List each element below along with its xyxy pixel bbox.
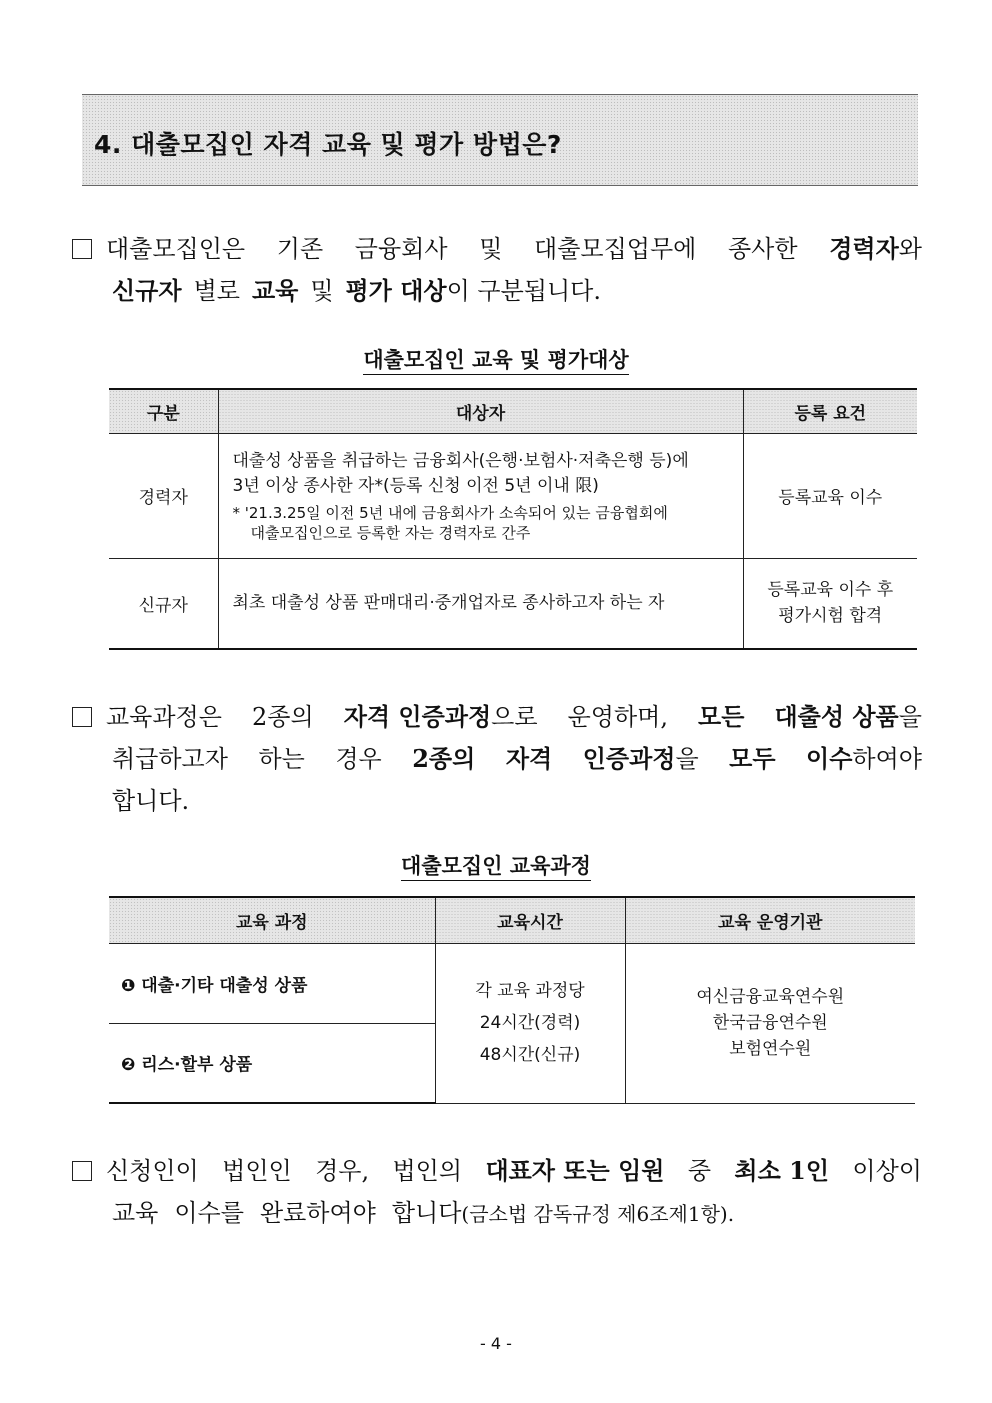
- hours-cell: [435, 943, 625, 1103]
- bold-text: 대표자 또는 임원: [485, 1156, 665, 1185]
- paragraph-2-segment: 대출성 상품을: [774, 702, 922, 731]
- paragraph-2-segment: 운영하며,: [567, 703, 668, 731]
- paragraph-3: [72, 1150, 922, 1234]
- paragraph-2-segment: 하는: [258, 745, 305, 773]
- table-row: [109, 558, 917, 649]
- paragraph-3-segment: 중: [687, 1157, 712, 1185]
- paragraph-2-line-2: [72, 738, 922, 780]
- table-header-row: [109, 897, 915, 943]
- hours-text: 48시간(신규): [479, 1045, 581, 1065]
- bold-text: 최소 1인: [734, 1156, 830, 1185]
- bold-text: 신규자: [112, 276, 182, 305]
- column-header: 구분: [109, 389, 218, 433]
- table-row: [109, 943, 915, 1023]
- paragraph-1-segment: 금융회사: [354, 235, 448, 263]
- paragraph-3-segment: 신청인이: [72, 1150, 199, 1192]
- hours-text: 각 교육 과정당: [475, 981, 585, 1001]
- institution-name: 보험연수원: [729, 1039, 812, 1059]
- target-text: 3년 이상 종사한 자*(등록 신청 이전 5년 이내 限): [232, 475, 599, 496]
- paragraph-1-segment: 경력자와: [829, 234, 922, 263]
- requirement-text: 등록교육 이수 후: [767, 580, 894, 601]
- paragraph-3-segment: 이상이: [852, 1157, 922, 1185]
- paragraph-2-segment: 이수하여야: [806, 744, 922, 773]
- table-row: [109, 433, 917, 558]
- table-2-caption: 대출모집인 교육과정: [0, 850, 992, 880]
- paragraph-3-segment: 교육: [112, 1199, 159, 1227]
- footnote-line: * '21.3.25일 이전 5년 내에 금융회사가 소속되어 있는 금융협회에: [232, 503, 668, 522]
- paragraph-2: [72, 696, 922, 822]
- paragraph-2-segment: 교육과정은: [72, 696, 222, 738]
- paragraph-2-line-1: [72, 696, 922, 738]
- paragraph-1-segment: 대출모집인은: [72, 228, 245, 270]
- target-cell: [218, 433, 743, 558]
- eligibility-table: [109, 388, 917, 650]
- paragraph-3-segment: 법인의: [392, 1157, 463, 1185]
- paragraph-1-segment: 별로: [193, 277, 240, 305]
- paragraph-3-segment: 합니다(금소법 감독규정 제6조제1항).: [391, 1199, 735, 1227]
- section-title: 4. 대출모집인 자격 교육 및 평가 방법은?: [94, 130, 562, 159]
- paragraph-1-line-1: [72, 228, 922, 270]
- paragraph-3-line-2: [72, 1192, 922, 1234]
- paragraph-2-line-3: [72, 780, 922, 822]
- bold-text: 모든: [698, 702, 745, 731]
- institution-cell: [625, 943, 915, 1103]
- bold-text: 모두: [729, 744, 776, 773]
- paragraph-2-segment: 인증과정을: [582, 744, 699, 773]
- bold-text: 2종의: [412, 744, 476, 773]
- paragraph-2-segment: 2종의: [251, 703, 314, 731]
- paragraph-2-segment: 경우: [335, 745, 382, 773]
- table-1-caption: 대출모집인 교육 및 평가대상: [0, 344, 992, 374]
- course-table: [109, 896, 915, 1104]
- course-cell: ❷ 리스·할부 상품: [109, 1023, 435, 1103]
- requirement-cell: 등록교육 이수: [743, 433, 917, 558]
- course-cell: ❶ 대출·기타 대출성 상품: [109, 943, 435, 1023]
- paragraph-3-segment: 경우,: [315, 1157, 370, 1185]
- paragraph-1-segment: 기존: [276, 235, 324, 263]
- institution-name: 한국금융연수원: [712, 1013, 828, 1033]
- paragraph-1-segment: 평가 대상이 구분됩니다.: [345, 276, 601, 305]
- paragraph-1-segment: 및: [310, 277, 334, 305]
- category-cell: 경력자: [109, 433, 218, 558]
- section-header: [82, 94, 918, 186]
- paragraph-3-segment: 이수를: [174, 1199, 244, 1227]
- hours-text: 24시간(경력): [479, 1013, 581, 1033]
- paragraph-1-segment: 종사한: [728, 235, 798, 263]
- target-cell: 최초 대출성 상품 판매대리·중개업자로 종사하고자 하는 자: [218, 558, 743, 649]
- checkbox-bullet-icon: [72, 707, 92, 727]
- paragraph-2-segment: 자격 인증과정으로: [343, 702, 538, 731]
- category-cell: 신규자: [109, 558, 218, 649]
- paragraph-1-segment: 및: [479, 235, 503, 263]
- paragraph-1-line-2: [72, 270, 922, 312]
- bold-text: 자격: [505, 744, 553, 773]
- paragraph-1: [72, 228, 922, 312]
- column-header: 대상자: [218, 389, 743, 433]
- footnote: [233, 503, 729, 543]
- paragraph-1-segment: 대출모집업무에: [534, 235, 697, 263]
- paragraph-3-segment: 법인인: [222, 1157, 292, 1185]
- bold-text: 교육: [251, 276, 299, 305]
- column-header: 교육 과정: [109, 897, 435, 943]
- paragraph-2-segment: 합니다.: [112, 787, 190, 815]
- target-text: 대출성 상품을 취급하는 금융회사(은행·보험사·저축은행 등)에: [232, 450, 689, 471]
- footnote-line: 대출모집인으로 등록한 자는 경력자로 간주: [250, 523, 531, 542]
- requirement-text: 평가시험 합격: [778, 606, 883, 627]
- requirement-cell: [743, 558, 917, 649]
- institution-name: 여신금융교육연수원: [696, 987, 845, 1007]
- paragraph-3-segment: 완료하여야: [259, 1199, 376, 1227]
- checkbox-bullet-icon: [72, 1161, 92, 1181]
- checkbox-bullet-icon: [72, 239, 92, 259]
- table-header-row: [109, 389, 917, 433]
- column-header: 등록 요건: [743, 389, 917, 433]
- page-number: - 4 -: [480, 1334, 512, 1353]
- paragraph-2-segment: 취급하고자: [112, 745, 228, 773]
- column-header: 교육시간: [435, 897, 625, 943]
- column-header: 교육 운영기관: [625, 897, 915, 943]
- paragraph-3-line-1: [72, 1150, 922, 1192]
